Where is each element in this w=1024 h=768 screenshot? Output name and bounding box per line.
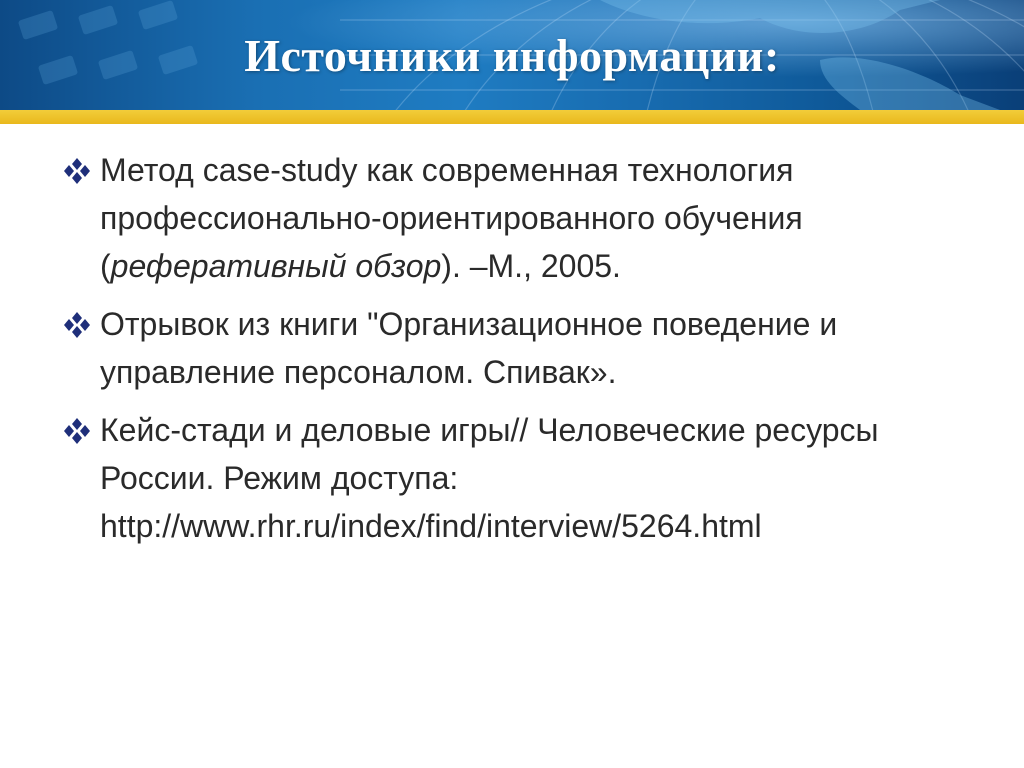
item-text: Кейс-стади и деловые игры// Человеческие ресурсы России. Режим доступа: http://www.rhr.ru/index/find/interview/5264.html [100, 412, 879, 544]
item-text: Отрывок из книги "Организационное поведение и управление персоналом. Спивак». [100, 306, 838, 390]
item-text: Метод case-study как современная технология профессионально-ориентированного обучения ( [100, 152, 803, 284]
page-title: Источники информации: [244, 29, 780, 81]
gold-divider [0, 110, 1024, 124]
sources-list [62, 146, 962, 560]
list-item [62, 146, 962, 290]
four-diamond-bullet-icon [62, 311, 92, 339]
four-diamond-bullet-icon [62, 417, 92, 445]
list-item [62, 406, 962, 550]
item-text-tail: ). –М., 2005. [441, 248, 621, 284]
four-diamond-bullet-icon [62, 157, 92, 185]
title-banner [0, 0, 1024, 110]
item-italic-text: реферативный обзор [110, 248, 442, 284]
list-item [62, 300, 962, 396]
